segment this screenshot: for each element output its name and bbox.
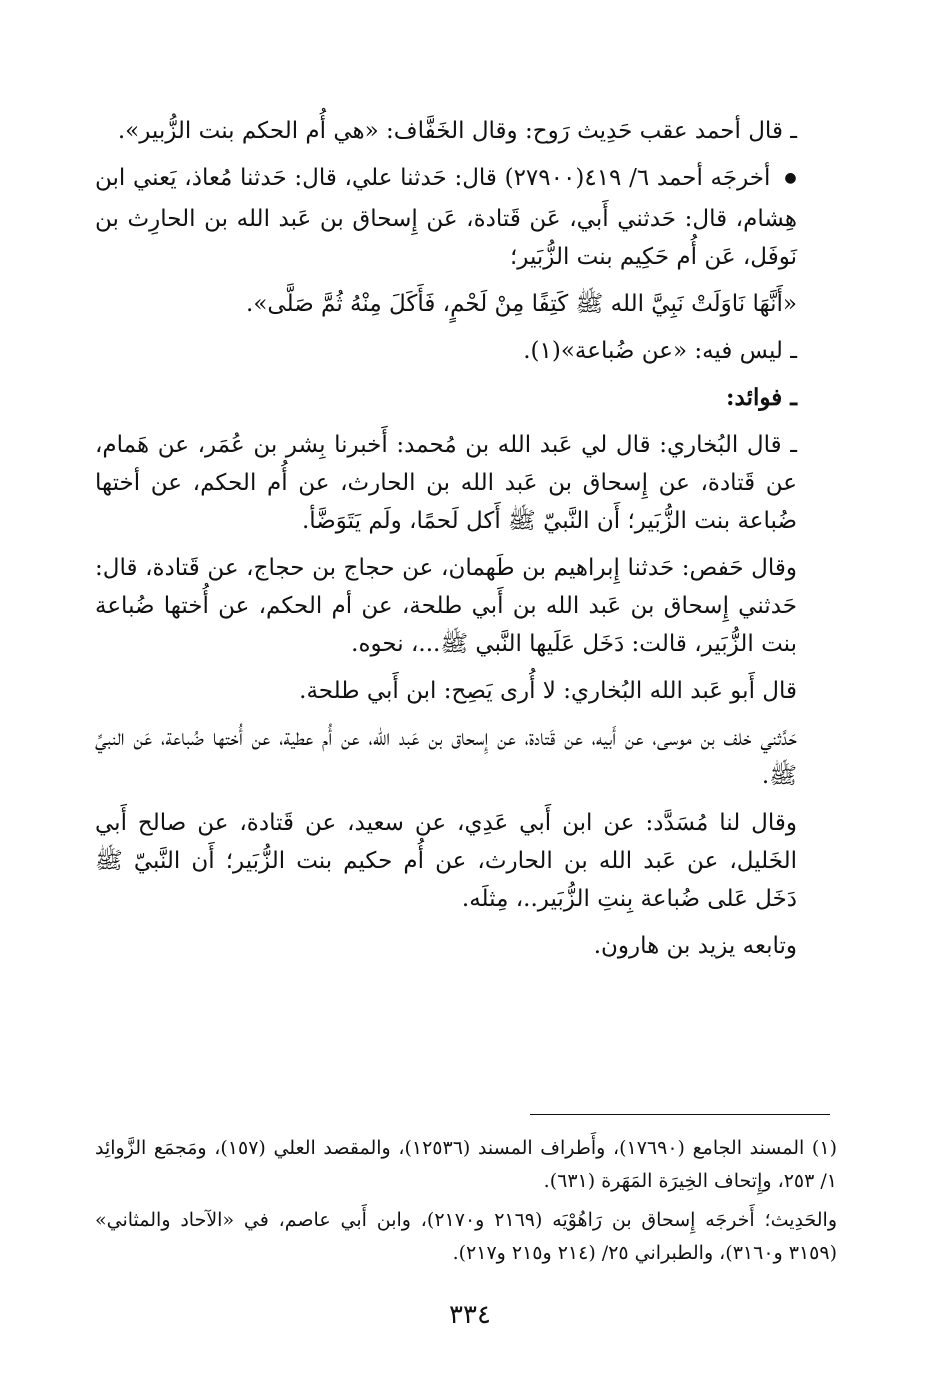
paragraph-note-dubaa: ـ ليس فيه: «عن ضُباعة»(١). <box>523 338 797 364</box>
paragraph-hadith-text: «أَنَّهَا نَاوَلَتْ نَبِيَّ الله ﷺ كَتِفًا مِنْ لَحْمٍ، فَأَكَلَ مِنْهُ ثُمَّ صَلَّى». <box>246 291 797 317</box>
paragraph-takhrij: ● أخرجَه أحمد ٦/ ٤١٩(٢٧٩٠٠) قال: حَدثنا علي، قال: حَدثنا مُعاذ، يَعني ابن هِشام، قال: حَدثني أَبي، عَن قَتادة، عَن إِسحاق بن عَبد الله بن الحارِث بن نَوفَل، عَن أُم حَكِيم بنت الزُّبَير؛ <box>95 159 837 276</box>
paragraph-musaddad: وقال لنا مُسَدَّد: عن ابن أَبي عَدِي، عن سعيد، عن قَتادة، عن صالح أَبي الخَليل، عن عَبد الله بن الحارث، عن أُم حكيم بنت الزُّبَير؛ أَن النَّبيّ ﷺ دَخَل عَلى ضُباعة بِنتِ الزُّبَير..، مِثلَه. <box>95 810 797 912</box>
paragraph-mutabaa: وتابعه يزيد بن هارون. <box>593 933 797 959</box>
paragraph-ahmad-note: ـ قال أحمد عقب حَدِيث رَوح: وقال الخَفَّاف: «هي أُم الحكم بنت الزُّبير». <box>117 118 797 144</box>
footnote-1: (١) المسند الجامع (١٧٦٩٠)، وأَطراف المسند (١٢٥٣٦)، والمقصد العلي (١٥٧)، ومَجمَع الزَّوائِد ١/ ٢٥٣، وإِتحاف الخِيرَة المَهَرة (٦٣١). <box>95 1137 837 1192</box>
main-text <box>95 112 837 974</box>
paragraph-hafs: وقال حَفص: حَدثنا إِبراهيم بن طَهمان، عن حجاج بن حجاج، عن قَتادة، قال: حَدثني إِسحاق بن عَبد الله بن أَبي طلحة، عن أم الحكم، عن أُختها ضُباعة بنت الزُّبَير، قالت: دَخَل عَلَيها النَّبي ﷺ...، نحوه. <box>95 555 797 657</box>
footnote-separator <box>530 1114 830 1115</box>
footnotes <box>95 1132 837 1276</box>
page-number: ٣٣٤ <box>449 1300 491 1330</box>
section-heading-fawaid: ـ فوائد: <box>726 384 797 411</box>
paragraph-khalaf: حَدَّثني خلف بن موسى، عن أَبيه، عن قَتادة، عن إِسحاق بن عَبد الله، عن أُم عطية، عن أُختها ضُباعة، عَن النبيِّ ﷺ. <box>95 725 797 789</box>
paragraph-bukhari-1: ـ قال البُخاري: قال لي عَبد الله بن مُحمد: أَخبرنا بِشر بن عُمَر، عن هَمام، عن قَتادة، عن إِسحاق بن عَبد الله بن الحارث، عن أُم الحكم، عن أختها ضُباعة بنت الزُّبَير؛ أَن النَّبيّ ﷺ أَكل لَحمًا، ولَم يَتَوَضَّأ. <box>95 432 797 534</box>
footnote-2: والحَدِيث؛ أَخرجَه إِسحاق بن رَاهُوْيَه (٢١٦٩ و٢١٧٠)، وابن أَبي عاصم، في «الآحاد والمثاني» (٣١٥٩ و٣١٦٠)، والطبراني ٢٥/ (٢١٤ و٢١٥ و٢١٧). <box>95 1209 837 1264</box>
paragraph-bukhari-2: قال أَبو عَبد الله البُخاري: لا أُرى يَصِح: ابن أَبي طلحة. <box>299 678 797 704</box>
